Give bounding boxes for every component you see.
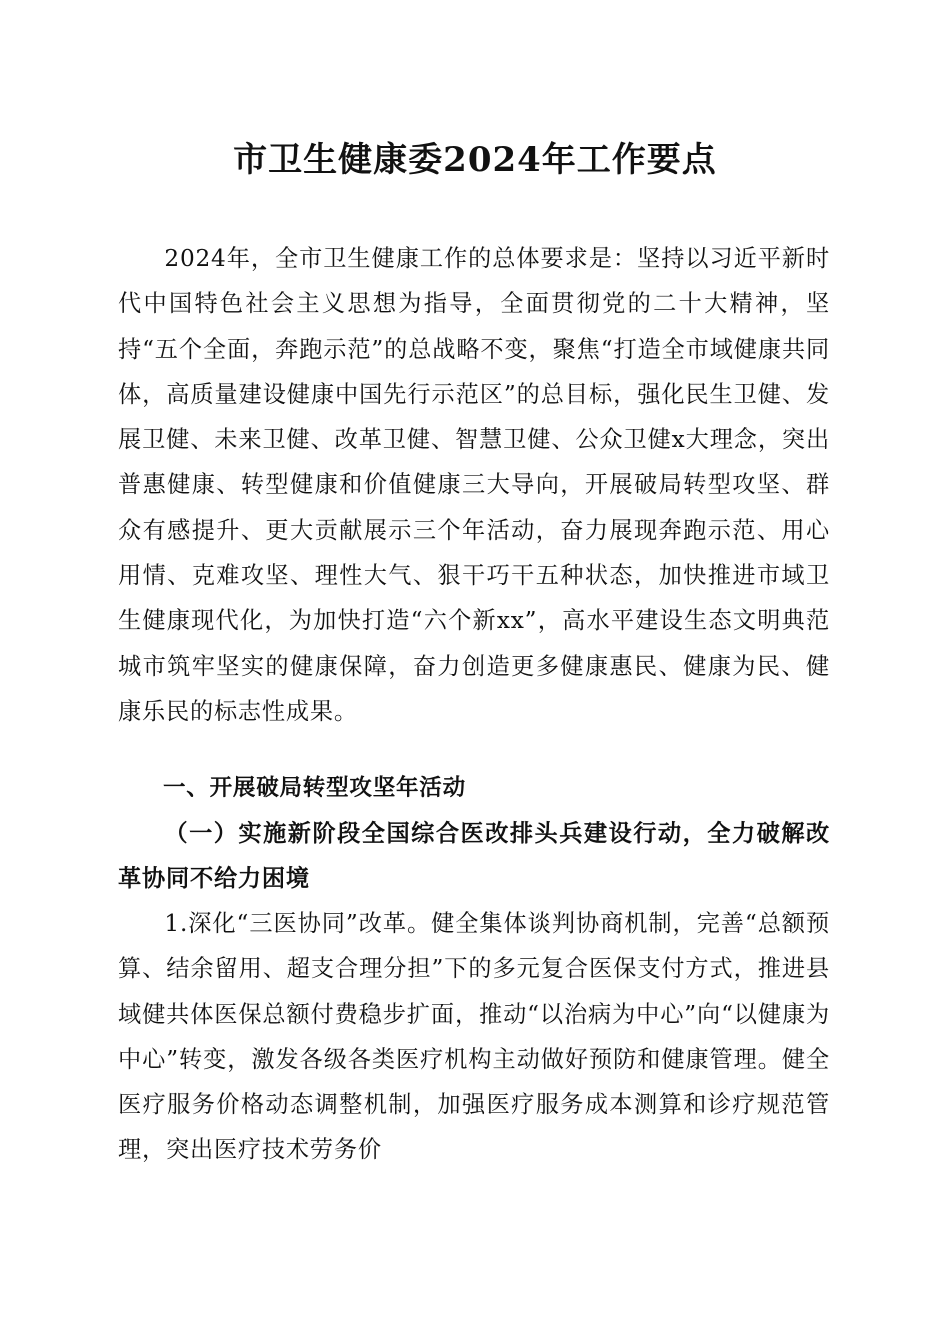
intro-paragraph: 2024年，全市卫生健康工作的总体要求是：坚持以习近平新时代中国特色社会主义思想为指导，全面贯彻党的二十大精神，坚持“五个全面，奔跑示范”的总战略不变，聚焦“打造全市域健康共同体，高质量建设健康中国先行示范区”的总目标，强化民生卫健、发展卫健、未来卫健、改革卫健、智慧卫健、公众卫健x大理念，突出普惠健康、转型健康和价值健康三大导向，开展破局转型攻坚、群众有感提升、更大贡献展示三个年活动，奋力展现奔跑示范、用心用情、克难攻坚、理性大气、狠干巧干五种状态，加快推进市域卫生健康现代化，为加快打造“六个新xx”，高水平建设生态文明典范城市筑牢坚实的健康保障，奋力创造更多健康惠民、健康为民、健康乐民的标志性成果。	[118, 245, 830, 725]
section-heading-1: 一、开展破局转型攻坚年活动	[163, 775, 466, 801]
subsection-heading-1: （一）实施新阶段全国综合医改排头兵建设行动，全力破解改革协同不给力困境	[118, 820, 830, 893]
document-title: 市卫生健康委2024年工作要点	[233, 140, 717, 180]
item-paragraph-1: 1.深化“三医协同”改革。健全集体谈判协商机制，完善“总额预算、结余留用、超支合理分担”下的多元复合医保支付方式，推进县域健共体医保总额付费稳步扩面，推动“以治病为中心”向“以健康为中心”转变，激发各级各类医疗机构主动做好预防和健康管理。健全医疗服务价格动态调整机制，加强医疗服务成本测算和诊疗规范管理，突出医疗技术劳务价	[118, 910, 830, 1164]
